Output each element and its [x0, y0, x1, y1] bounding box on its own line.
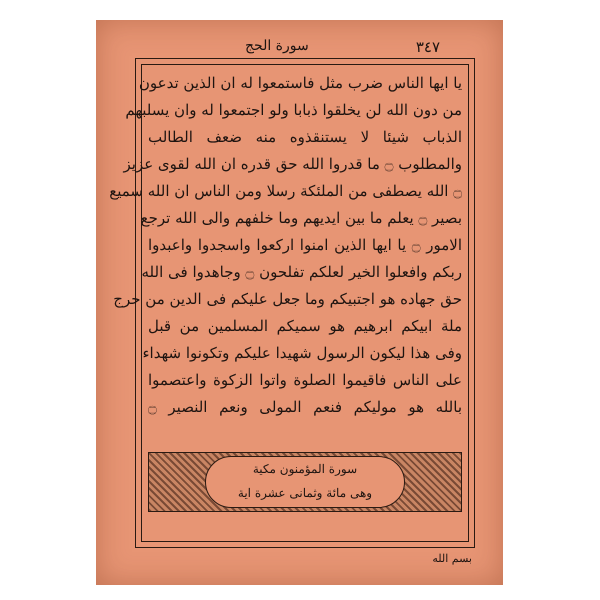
text-line-10: ملة ابيكم ابرهيم هو سميكم المسلمين من قبل [148, 317, 462, 335]
catchword: بسم الله [432, 552, 472, 565]
surah-title: سورة الحج [245, 38, 309, 54]
text-line-3: الذباب شيئا لا يستنقذوه منه ضعف الطالب [148, 128, 462, 146]
text-line-11: وفى هذا ليكون الرسول شهيدا عليكم وتكونوا شهداء [142, 344, 462, 362]
text-line-5: ۝ الله يصطفى من الملئكة رسلا ومن الناس ان الله سميع [109, 182, 462, 200]
text-line-8: ربكم وافعلوا الخير لعلكم تفلحون ۝ وجاهدوا فى الله [141, 263, 462, 281]
text-line-4: والمطلوب ۝ ما قدروا الله حق قدره ان الله لقوى عزيز [123, 155, 462, 173]
page-number: ٣٤٧ [415, 38, 440, 56]
cartouche-title: سورة المؤمنون مكية [252, 462, 358, 476]
text-line-2: من دون الله لن يخلقوا ذبابا ولو اجتمعوا له وان يسلبهم [125, 101, 462, 119]
text-line-9: حق جهاده هو اجتبيكم وما جعل عليكم فى الدين من حرج [113, 290, 462, 308]
cartouche-subtitle: وهى مائة وثمانى عشرة اية [237, 486, 373, 500]
text-block [109, 70, 462, 448]
text-line-1: يا ايها الناس ضرب مثل فاستمعوا له ان الذين تدعون [138, 74, 462, 92]
text-line-13: بالله هو موليكم فنعم المولى ونعم النصير ۝ [148, 398, 462, 416]
text-line-12: على الناس فاقيموا الصلوة واتوا الزكوة واعتصموا [148, 371, 462, 389]
page-header [140, 38, 440, 60]
text-line-7: الامور ۝ يا ايها الذين امنوا اركعوا واسجدوا واعبدوا [148, 236, 462, 254]
surah-heading-cartouche [205, 456, 405, 508]
text-line-6: بصير ۝ يعلم ما بين ايديهم وما خلفهم والى الله ترجع [140, 209, 462, 227]
